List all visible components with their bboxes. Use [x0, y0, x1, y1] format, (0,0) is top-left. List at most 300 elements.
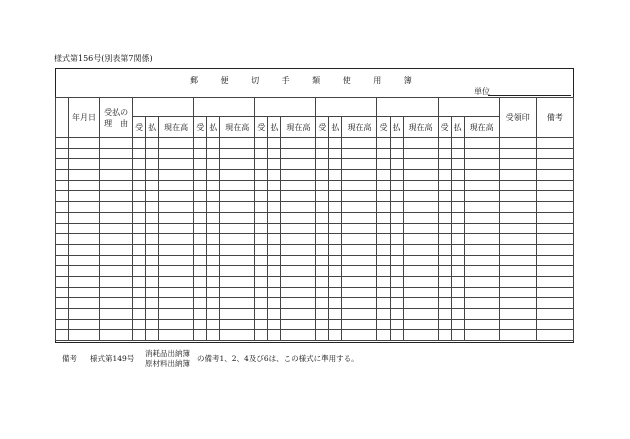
table-cell [220, 212, 255, 223]
table-cell [100, 180, 133, 191]
table-cell [390, 319, 403, 330]
table-cell [377, 212, 390, 223]
table-row [56, 159, 574, 170]
table-cell [220, 191, 255, 202]
table-cell [281, 309, 316, 320]
table-cell [100, 276, 133, 287]
table-cell [464, 159, 499, 170]
table-cell [281, 287, 316, 298]
table-cell [499, 138, 536, 149]
table-cell [390, 191, 403, 202]
balance-header: 現在高 [220, 117, 255, 138]
table-cell [464, 202, 499, 213]
remarks-book-materials: 原材料出納簿 [145, 359, 190, 368]
table-cell [499, 255, 536, 266]
table-cell [133, 330, 146, 341]
table-cell [281, 276, 316, 287]
table-cell [194, 148, 207, 159]
remarks-book-consumables: 消耗品出納簿 [145, 349, 190, 358]
table-cell [438, 223, 451, 234]
table-cell [281, 319, 316, 330]
reason-header-line: 受払の [104, 107, 129, 117]
table-cell [329, 255, 342, 266]
table-cell [438, 298, 451, 309]
table-cell [451, 298, 464, 309]
group-header [194, 98, 255, 117]
group-header [133, 98, 194, 117]
table-cell [316, 244, 329, 255]
table-cell [194, 298, 207, 309]
table-cell [133, 202, 146, 213]
table-cell [69, 309, 100, 320]
table-cell [100, 298, 133, 309]
table-cell [146, 170, 159, 181]
table-cell [268, 287, 281, 298]
table-cell [159, 138, 194, 149]
table-cell [451, 287, 464, 298]
table-cell [69, 287, 100, 298]
table-cell [403, 298, 438, 309]
table-cell [451, 244, 464, 255]
table-cell [499, 330, 536, 341]
table-cell [268, 148, 281, 159]
table-cell [536, 298, 573, 309]
table-cell [316, 287, 329, 298]
reason-header [100, 98, 133, 138]
table-cell [329, 319, 342, 330]
table-cell [403, 138, 438, 149]
table-cell [207, 138, 220, 149]
table-cell [377, 309, 390, 320]
table-cell [377, 234, 390, 245]
table-cell [329, 170, 342, 181]
table-cell [281, 148, 316, 159]
table-row [56, 234, 574, 245]
table-cell [316, 212, 329, 223]
table-cell [377, 170, 390, 181]
table-cell [316, 266, 329, 277]
ledger-table [55, 97, 574, 341]
table-cell [403, 319, 438, 330]
table-row [56, 202, 574, 213]
table-cell [281, 202, 316, 213]
unit-line [488, 95, 571, 96]
table-cell [207, 170, 220, 181]
table-cell [133, 159, 146, 170]
table-cell [69, 191, 100, 202]
table-cell [390, 266, 403, 277]
table-cell [268, 330, 281, 341]
table-cell [342, 170, 377, 181]
table-cell [146, 138, 159, 149]
table-cell [146, 330, 159, 341]
table-cell [281, 212, 316, 223]
table-cell [100, 191, 133, 202]
table-cell [56, 234, 69, 245]
table-cell [207, 287, 220, 298]
table-row [56, 170, 574, 181]
table-cell [377, 202, 390, 213]
table-cell [146, 298, 159, 309]
table-cell [100, 234, 133, 245]
table-cell [69, 255, 100, 266]
table-cell [451, 319, 464, 330]
table-cell [268, 191, 281, 202]
group-header [438, 98, 499, 117]
payment-header: 払 [268, 117, 281, 138]
table-cell [403, 223, 438, 234]
table-cell [438, 309, 451, 320]
table-cell [194, 266, 207, 277]
table-cell [451, 138, 464, 149]
table-cell [194, 234, 207, 245]
table-cell [100, 148, 133, 159]
table-row [56, 223, 574, 234]
table-cell [377, 276, 390, 287]
table-cell [255, 319, 268, 330]
table-cell [451, 330, 464, 341]
table-cell [342, 287, 377, 298]
table-cell [536, 159, 573, 170]
table-cell [451, 170, 464, 181]
table-cell [146, 212, 159, 223]
table-cell [377, 180, 390, 191]
table-cell [403, 180, 438, 191]
table-cell [207, 255, 220, 266]
table-cell [390, 170, 403, 181]
table-cell [268, 234, 281, 245]
table-cell [403, 330, 438, 341]
table-cell [329, 244, 342, 255]
table-cell [100, 212, 133, 223]
table-cell [438, 287, 451, 298]
table-cell [329, 138, 342, 149]
table-cell [220, 138, 255, 149]
table-cell [403, 266, 438, 277]
table-cell [499, 319, 536, 330]
receipt-header: 受 [377, 117, 390, 138]
table-cell [207, 223, 220, 234]
table-cell [499, 309, 536, 320]
table-cell [451, 223, 464, 234]
table-cell [316, 330, 329, 341]
payment-header: 払 [146, 117, 159, 138]
table-cell [329, 212, 342, 223]
table-cell [133, 266, 146, 277]
table-cell [255, 330, 268, 341]
table-cell [342, 255, 377, 266]
table-cell [133, 234, 146, 245]
table-cell [342, 138, 377, 149]
table-cell [133, 212, 146, 223]
table-cell [100, 287, 133, 298]
table-cell [438, 180, 451, 191]
table-cell [133, 138, 146, 149]
table-cell [451, 180, 464, 191]
table-cell [499, 212, 536, 223]
table-cell [536, 191, 573, 202]
table-cell [159, 255, 194, 266]
table-cell [536, 319, 573, 330]
table-cell [255, 234, 268, 245]
table-cell [281, 180, 316, 191]
table-cell [464, 255, 499, 266]
table-cell [268, 159, 281, 170]
balance-header: 現在高 [342, 117, 377, 138]
table-cell [220, 148, 255, 159]
table-cell [281, 223, 316, 234]
table-cell [316, 298, 329, 309]
table-cell [220, 159, 255, 170]
table-cell [464, 138, 499, 149]
table-cell [438, 234, 451, 245]
table-cell [255, 148, 268, 159]
table-cell [146, 287, 159, 298]
table-cell [451, 266, 464, 277]
table-cell [438, 266, 451, 277]
table-cell [56, 191, 69, 202]
table-cell [220, 309, 255, 320]
table-row [56, 148, 574, 159]
table-cell [342, 148, 377, 159]
table-cell [403, 234, 438, 245]
table-cell [56, 180, 69, 191]
table-cell [390, 180, 403, 191]
form-number: 様式第156号(別表第7関係) [54, 54, 153, 63]
table-cell [207, 244, 220, 255]
table-cell [281, 138, 316, 149]
table-cell [342, 319, 377, 330]
table-cell [403, 159, 438, 170]
table-cell [146, 148, 159, 159]
table-cell [377, 266, 390, 277]
table-cell [536, 223, 573, 234]
table-cell [390, 309, 403, 320]
table-cell [329, 180, 342, 191]
table-cell [390, 159, 403, 170]
table-cell [390, 298, 403, 309]
table-cell [316, 309, 329, 320]
table-cell [56, 223, 69, 234]
balance-header: 現在高 [159, 117, 194, 138]
reason-header-line: 理 由 [104, 118, 129, 128]
table-cell [329, 309, 342, 320]
table-cell [499, 148, 536, 159]
table-cell [499, 276, 536, 287]
table-cell [133, 148, 146, 159]
table-cell [255, 159, 268, 170]
receiver-seal-header: 受領印 [499, 98, 536, 138]
table-cell [133, 276, 146, 287]
table-cell [536, 244, 573, 255]
table-cell [100, 202, 133, 213]
table-cell [390, 330, 403, 341]
table-cell [194, 180, 207, 191]
table-cell [438, 138, 451, 149]
remarks-label: 備考 [62, 354, 77, 363]
table-cell [499, 170, 536, 181]
balance-header: 現在高 [464, 117, 499, 138]
table-cell [56, 138, 69, 149]
table-cell [281, 298, 316, 309]
table-cell [220, 202, 255, 213]
table-cell [100, 170, 133, 181]
table-cell [342, 298, 377, 309]
table-cell [281, 170, 316, 181]
table-cell [56, 170, 69, 181]
table-cell [499, 234, 536, 245]
table-cell [281, 191, 316, 202]
table-cell [438, 202, 451, 213]
table-cell [390, 138, 403, 149]
table-cell [255, 191, 268, 202]
table-cell [438, 244, 451, 255]
table-cell [438, 255, 451, 266]
table-cell [342, 234, 377, 245]
table-cell [316, 191, 329, 202]
table-row [56, 255, 574, 266]
table-cell [133, 223, 146, 234]
table-cell [100, 244, 133, 255]
table-cell [220, 170, 255, 181]
table-cell [100, 309, 133, 320]
table-cell [146, 159, 159, 170]
table-cell [403, 170, 438, 181]
table-cell [377, 223, 390, 234]
table-cell [159, 266, 194, 277]
table-cell [146, 244, 159, 255]
table-cell [159, 191, 194, 202]
balance-header: 現在高 [281, 117, 316, 138]
table-cell [438, 170, 451, 181]
table-cell [342, 159, 377, 170]
unit-label: 単位 [474, 87, 490, 96]
table-cell [316, 159, 329, 170]
table-cell [464, 212, 499, 223]
table-cell [342, 309, 377, 320]
table-row [56, 244, 574, 255]
table-cell [69, 180, 100, 191]
table-cell [536, 276, 573, 287]
table-cell [100, 255, 133, 266]
table-cell [536, 138, 573, 149]
table-row [56, 276, 574, 287]
table-cell [377, 191, 390, 202]
table-row [56, 138, 574, 149]
table-cell [207, 202, 220, 213]
table-cell [207, 180, 220, 191]
table-cell [390, 234, 403, 245]
table-cell [255, 244, 268, 255]
table-cell [159, 298, 194, 309]
remarks-note: の備考1、2、4及び6は、この様式に準用する。 [197, 354, 359, 363]
table-cell [342, 212, 377, 223]
table-cell [194, 202, 207, 213]
table-cell [329, 202, 342, 213]
table-cell [69, 223, 100, 234]
table-cell [255, 309, 268, 320]
table-cell [499, 159, 536, 170]
table-cell [220, 180, 255, 191]
table-cell [316, 234, 329, 245]
table-cell [255, 180, 268, 191]
table-cell [255, 170, 268, 181]
table-cell [194, 244, 207, 255]
table-cell [464, 298, 499, 309]
table-cell [194, 159, 207, 170]
table-cell [69, 266, 100, 277]
table-cell [207, 212, 220, 223]
table-cell [133, 255, 146, 266]
table-cell [451, 148, 464, 159]
table-cell [464, 244, 499, 255]
table-cell [207, 148, 220, 159]
table-cell [342, 330, 377, 341]
table-cell [159, 159, 194, 170]
table-cell [69, 212, 100, 223]
table-cell [159, 148, 194, 159]
table-cell [133, 170, 146, 181]
table-cell [56, 255, 69, 266]
table-cell [316, 223, 329, 234]
table-cell [255, 266, 268, 277]
remarks-form-ref: 様式第149号 [90, 354, 135, 363]
table-cell [146, 319, 159, 330]
table-cell [329, 330, 342, 341]
table-cell [268, 244, 281, 255]
table-row [56, 212, 574, 223]
table-cell [69, 202, 100, 213]
table-cell [329, 234, 342, 245]
table-cell [268, 212, 281, 223]
table-cell [329, 298, 342, 309]
table-cell [69, 276, 100, 287]
table-cell [159, 234, 194, 245]
table-cell [255, 202, 268, 213]
table-row [56, 287, 574, 298]
table-cell [390, 276, 403, 287]
table-cell [390, 287, 403, 298]
table-cell [207, 234, 220, 245]
table-cell [69, 319, 100, 330]
table-cell [56, 148, 69, 159]
table-cell [451, 159, 464, 170]
table-cell [159, 202, 194, 213]
table-cell [255, 223, 268, 234]
table-row [56, 191, 574, 202]
table-cell [220, 223, 255, 234]
table-cell [146, 309, 159, 320]
table-cell [194, 191, 207, 202]
table-cell [342, 180, 377, 191]
table-cell [438, 148, 451, 159]
table-cell [194, 287, 207, 298]
table-cell [268, 319, 281, 330]
table-cell [268, 180, 281, 191]
table-cell [69, 138, 100, 149]
table-cell [220, 330, 255, 341]
table-cell [281, 255, 316, 266]
table-cell [194, 212, 207, 223]
remarks-header: 備考 [536, 98, 573, 138]
table-cell [56, 298, 69, 309]
table-cell [451, 191, 464, 202]
table-cell [329, 148, 342, 159]
table-cell [207, 298, 220, 309]
table-cell [56, 244, 69, 255]
table-cell [316, 138, 329, 149]
table-cell [464, 266, 499, 277]
